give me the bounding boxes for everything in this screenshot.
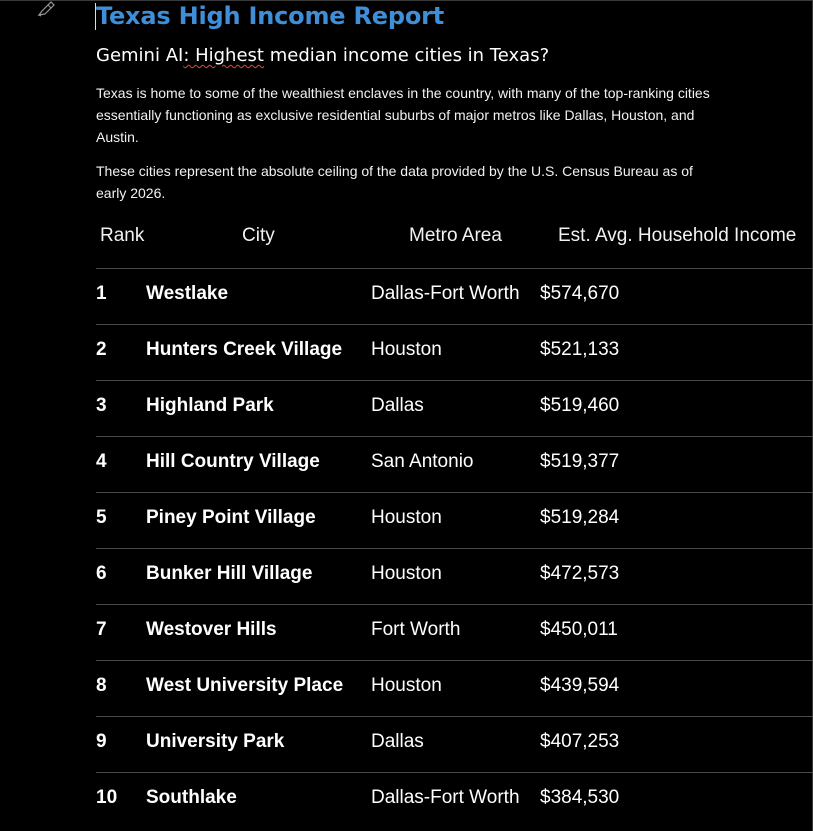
header-rank: Rank: [100, 225, 145, 246]
table-row: [96, 381, 813, 437]
income-cell: $384,530: [540, 787, 620, 808]
city-cell: University Park: [146, 731, 285, 752]
city-cell: Westover Hills: [146, 619, 277, 640]
table-body: [96, 269, 813, 828]
income-cell: $407,253: [540, 731, 620, 752]
income-cell: $472,573: [540, 563, 620, 584]
header-income: Est. Avg. Household Income: [558, 225, 797, 246]
city-cell: Southlake: [146, 787, 237, 808]
rank-cell: 7: [96, 619, 107, 640]
metro-area-cell: Houston: [371, 339, 442, 360]
header-city: City: [242, 225, 275, 246]
city-cell: Bunker Hill Village: [146, 563, 313, 584]
city-cell: Piney Point Village: [146, 507, 316, 528]
city-cell: Highland Park: [146, 395, 274, 416]
metro-area-cell: Dallas: [371, 731, 424, 752]
source-paragraph: These cities represent the absolute ceiling of the data provided by the U.S. Census Bureau as of early 2026.: [96, 163, 693, 201]
intro-paragraph: Texas is home to some of the wealthiest enclaves in the country, with many of the top-ranking cities essentially functioning as exclusive residential suburbs of major metros like Dallas, Houston, and Austin.: [96, 85, 710, 145]
table-row: [96, 269, 813, 325]
document-title: Texas High Income Report: [96, 2, 445, 30]
rank-cell: 3: [96, 395, 107, 416]
rank-cell: 2: [96, 339, 107, 360]
subtitle-prefix: Gemini AI: [96, 45, 184, 66]
income-cell: $521,133: [540, 339, 620, 360]
table-row: [96, 717, 813, 773]
table-row: [96, 773, 813, 828]
metro-area-cell: Dallas-Fort Worth: [371, 787, 520, 808]
rank-cell: 9: [96, 731, 107, 752]
rank-cell: 10: [96, 787, 118, 808]
city-cell: West University Place: [146, 675, 344, 696]
metro-area-cell: Dallas-Fort Worth: [371, 283, 520, 304]
rank-cell: 1: [96, 283, 107, 304]
table-row: [96, 437, 813, 493]
metro-area-cell: Fort Worth: [371, 619, 461, 640]
income-cell: $574,670: [540, 283, 620, 304]
rank-cell: 8: [96, 675, 107, 696]
table-row: [96, 325, 813, 381]
rank-cell: 4: [96, 451, 107, 472]
metro-area-cell: Houston: [371, 563, 442, 584]
income-cell: $519,460: [540, 395, 620, 416]
metro-area-cell: Houston: [371, 675, 442, 696]
table-row: [96, 661, 813, 717]
income-cell: $450,011: [540, 619, 618, 640]
income-cell: $439,594: [540, 675, 620, 696]
pen-icon[interactable]: [36, 0, 58, 18]
city-cell: Hunters Creek Village: [146, 339, 343, 360]
table-row: [96, 605, 813, 661]
metro-area-cell: Dallas: [371, 395, 424, 416]
header-metro-area: Metro Area: [409, 225, 502, 246]
income-table: [96, 217, 813, 828]
income-cell: $519,284: [540, 507, 620, 528]
rank-cell: 5: [96, 507, 107, 528]
spellcheck-flagged-text[interactable]: : Highest: [183, 45, 264, 66]
metro-area-cell: San Antonio: [371, 451, 474, 472]
income-cell: $519,377: [540, 451, 620, 472]
metro-area-cell: Houston: [371, 507, 442, 528]
city-cell: Westlake: [146, 283, 229, 304]
table-row: [96, 549, 813, 605]
document-subtitle: [96, 45, 549, 66]
rank-cell: 6: [96, 563, 107, 584]
city-cell: Hill Country Village: [146, 451, 320, 472]
table-header-row: [96, 217, 813, 269]
table-row: [96, 493, 813, 549]
window-top-border: [0, 0, 813, 1]
subtitle-rest: median income cities in Texas?: [263, 45, 550, 66]
